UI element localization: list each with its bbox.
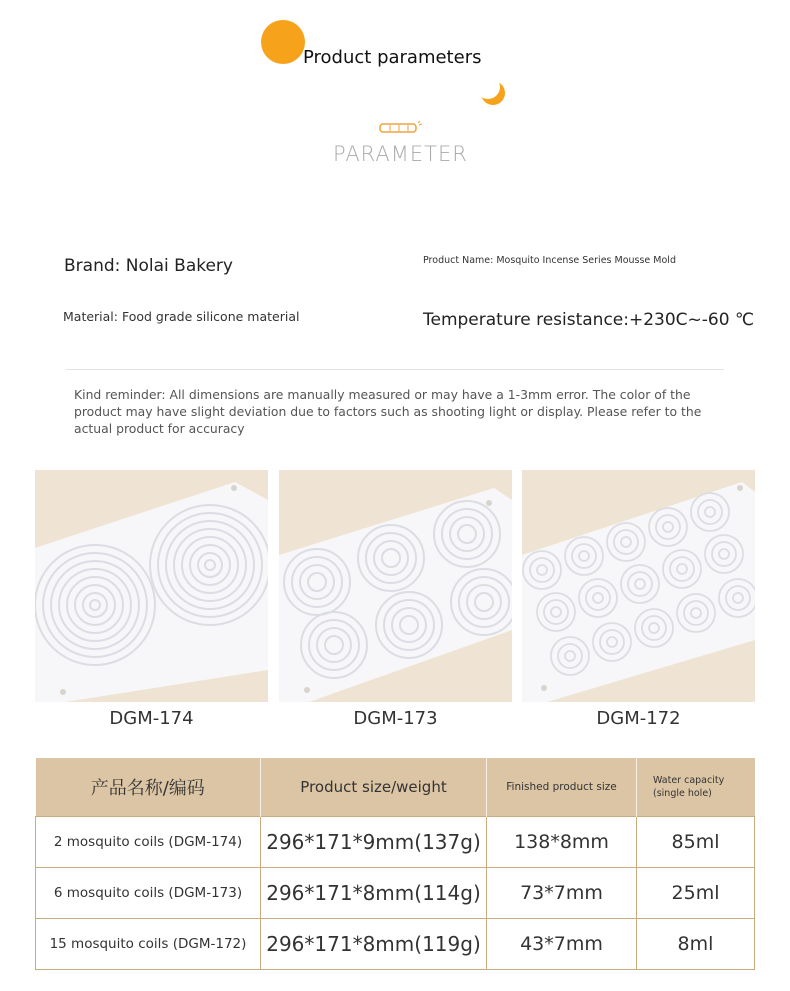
cell-name: 2 mosquito coils (DGM-174) xyxy=(36,817,261,868)
cell-finished: 138*8mm xyxy=(487,817,637,868)
header-name: 产品名称/编码 xyxy=(36,758,261,817)
product-image-dgm-173 xyxy=(279,470,512,702)
product-name-text: Product Name: Mosquito Incense Series Mousse Mold xyxy=(423,255,676,266)
brand-text: Brand: Nolai Bakery xyxy=(64,256,233,276)
table-header-row xyxy=(36,758,755,817)
cell-name: 6 mosquito coils (DGM-173) xyxy=(36,868,261,919)
header-finished: Finished product size xyxy=(487,758,637,817)
section-title: Product parameters xyxy=(303,47,482,68)
cell-finished: 73*7mm xyxy=(487,868,637,919)
temperature-text: Temperature resistance:+230C~-60 ℃ xyxy=(423,310,755,330)
divider xyxy=(66,369,724,370)
decor-orange-circle xyxy=(261,20,305,64)
cell-size: 296*171*8mm(119g) xyxy=(261,919,487,970)
cell-name: 15 mosquito coils (DGM-172) xyxy=(36,919,261,970)
header-size: Product size/weight xyxy=(261,758,487,817)
table-row xyxy=(36,817,755,868)
cell-capacity: 25ml xyxy=(637,868,755,919)
cell-capacity: 8ml xyxy=(637,919,755,970)
bread-icon xyxy=(378,120,422,134)
product-code-label: DGM-172 xyxy=(596,708,681,729)
product-code-label: DGM-174 xyxy=(109,708,194,729)
cell-size: 296*171*9mm(137g) xyxy=(261,817,487,868)
cell-capacity: 85ml xyxy=(637,817,755,868)
decor-orange-crescent xyxy=(481,81,505,105)
cell-finished: 43*7mm xyxy=(487,919,637,970)
product-image-dgm-172 xyxy=(522,470,755,702)
table-row xyxy=(36,919,755,970)
header-capacity: Water capacity (single hole) xyxy=(637,758,755,817)
table-row xyxy=(36,868,755,919)
material-text: Material: Food grade silicone material xyxy=(63,309,300,324)
cell-size: 296*171*8mm(114g) xyxy=(261,868,487,919)
product-image-dgm-174 xyxy=(35,470,268,702)
product-code-label: DGM-173 xyxy=(353,708,438,729)
section-subtitle: PARAMETER xyxy=(333,142,468,166)
spec-table xyxy=(35,758,754,970)
reminder-text: Kind reminder: All dimensions are manually measured or may have a 1-3mm error. The color of the product may have slight deviation due to factors such as shooting light or display. Please refer to the actual product for accuracy xyxy=(74,387,702,436)
